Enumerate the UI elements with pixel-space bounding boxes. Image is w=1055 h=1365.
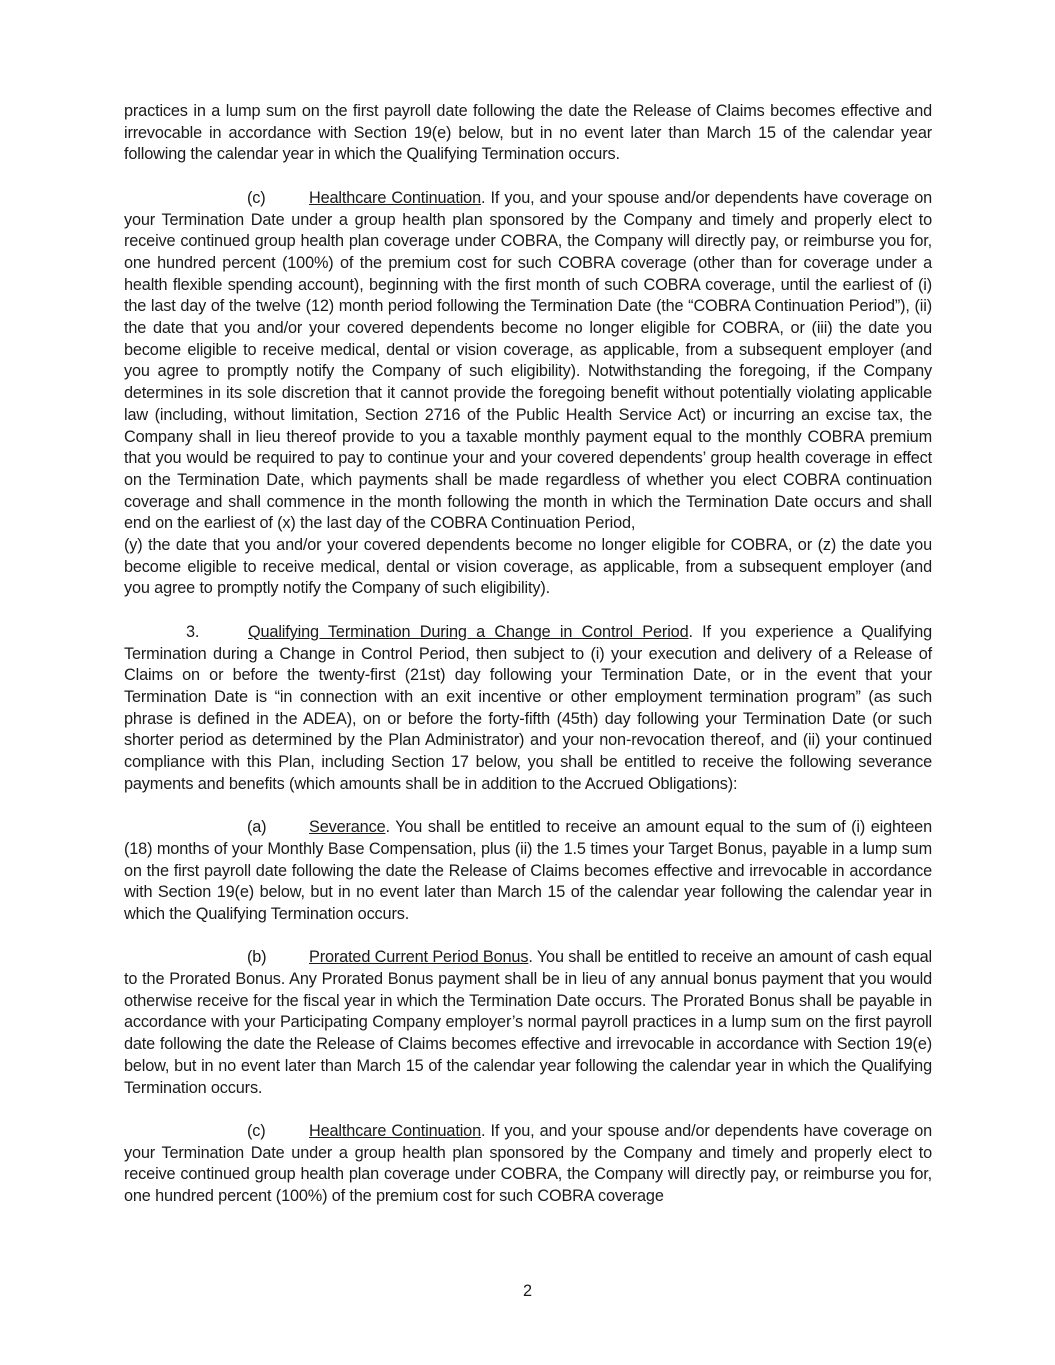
section-3-qualifying-termination: [124, 622, 932, 796]
document-body: [124, 101, 932, 1208]
clause-heading: Severance: [309, 818, 386, 837]
clause-label: (c): [247, 1121, 266, 1140]
clause-heading: Healthcare Continuation: [309, 188, 481, 207]
section-label: 3.: [186, 622, 200, 641]
clause-label: (a): [247, 818, 267, 837]
paragraph-continued-practices: practices in a lump sum on the first payroll date following the date the Release of Claims becomes effective and irrevocable in accordance with Section 19(e) below, but in no event later than March 15 of the calendar year following the calendar year in which the Qualifying Termination occurs.: [124, 102, 932, 164]
clause-text: . If you, and your spouse and/or dependents have coverage on your Termination Date under a group health plan sponsored by the Company and timely and properly elect to receive continued group health plan coverage under COBRA, the Company will directly pay, or reimburse you for, one hundred percent (100%) of the premium cost for such COBRA coverage (other than for coverage under a health flexible spending account), beginning with the first month of such COBRA coverage, until the earliest of (i) the last day of the twelve (12) month period following the Termination Date (the “COBRA Continuation Period”), (ii) the date that you and/or your covered dependents become no longer eligible for COBRA, or (iii) the date you become eligible to receive medical, dental or vision coverage, as applicable, from a subsequent employer (and you agree to promptly notify the Company of such eligibility). Notwithstanding the foregoing, if the Company determines in its sole discretion that it cannot provide the foregoing benefit without potentially violating applicable law (including, without limitation, Section 2716 of the Public Health Service Act) or incurring an excise tax, the Company shall in lieu thereof provide to you a taxable monthly payment equal to the monthly COBRA premium that you would be required to pay to continue your and your covered dependents’ group health coverage in effect on the Termination Date, which payments shall be made regardless of whether you elect COBRA continuation coverage and shall commence in the month following the month in which the Termination Date occurs and shall end on the earliest of (x) the last day of the COBRA Continuation Period,: [124, 188, 933, 533]
paragraph-3c-healthcare-continuation: [124, 1121, 932, 1208]
section-text: . If you experience a Qualifying Termination during a Change in Control Period, then subject to (i) your execution and delivery of a Release of Claims on or before the twenty-first (21st) day following your Termination Date, or in the event that your Termination Date is “in connection with an exit incentive or other employment termination program” (as such phrase is defined in the ADEA), on or before the forty-fifth (45th) day following your Termination Date (or such shorter period as determined by the Plan Administrator) and your non-revocation thereof, and (ii) your continued compliance with this Plan, including Section 17 below, you shall be entitled to receive the following severance payments and benefits (which amounts shall be in addition to the Accrued Obligations):: [124, 622, 932, 793]
paragraph-3a-severance: [124, 817, 932, 926]
clause-text: . If you, and your spouse and/or dependents have coverage on your Termination Date under a group health plan sponsored by the Company and timely and properly elect to receive continued group health plan coverage under COBRA, the Company will directly pay, or reimburse you for, one hundred percent (100%) of the premium cost for such COBRA coverage: [124, 1121, 933, 1206]
clause-text: . You shall be entitled to receive an amount of cash equal to the Prorated Bonus. Any Prorated Bonus payment shall be in lieu of any annual bonus payment that you would otherwise receive for the fiscal year in which the Termination Date occurs. The Prorated Bonus shall be payable in accordance with your Participating Company employer’s normal payroll practices in a lump sum on the first payroll date following the date the Release of Claims becomes effective and irrevocable in accordance with Section 19(e) below, but in no event later than March 15 of the calendar year following the calendar year in which the Qualifying Termination occurs.: [124, 948, 932, 1097]
clause-heading: Healthcare Continuation: [309, 1121, 481, 1140]
paragraph-2c-continuation: (y) the date that you and/or your covered dependents become no longer eligible for COBRA, or (z) the date you become eligible to receive medical, dental or vision coverage, as applicable, from a subsequent employer (and you agree to promptly notify the Company of such eligibility).: [124, 536, 932, 598]
clause-label: (b): [247, 948, 267, 967]
section-heading: Qualifying Termination During a Change in Control Period: [248, 622, 689, 641]
page-number: 2: [522, 1282, 533, 1300]
clause-label: (c): [247, 188, 266, 207]
paragraph-2c-healthcare-continuation: [124, 188, 932, 535]
paragraph-3b-prorated-bonus: [124, 947, 932, 1099]
clause-heading: Prorated Current Period Bonus: [309, 948, 529, 967]
clause-text: . You shall be entitled to receive an amount equal to the sum of (i) eighteen (18) months of your Monthly Base Compensation, plus (ii) the 1.5 times your Target Bonus, payable in a lump sum on the first payroll date following the date the Release of Claims becomes effective and irrevocable in accordance with Section 19(e) below, but in no event later than March 15 of the calendar year following the calendar year in which the Qualifying Termination occurs.: [124, 818, 932, 923]
